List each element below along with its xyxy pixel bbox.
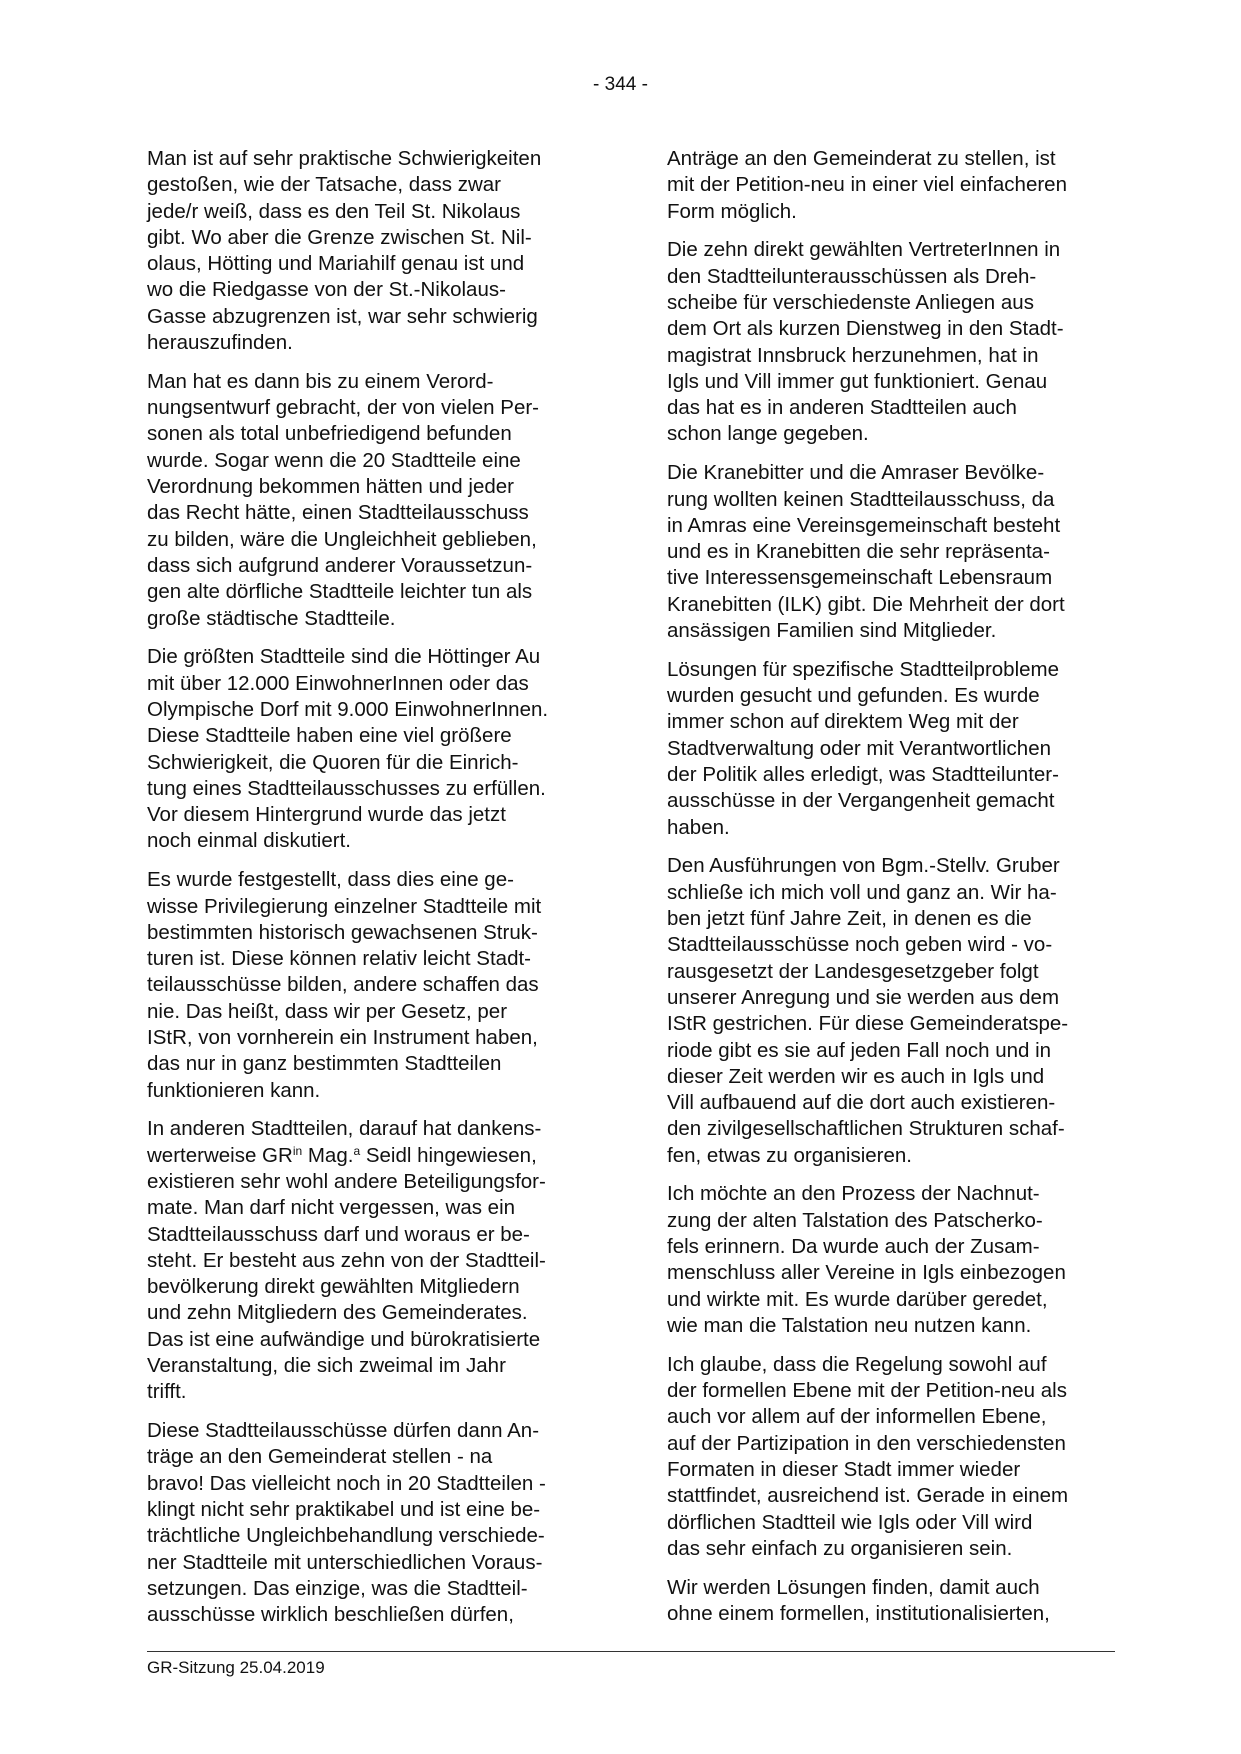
page-number: - 344 - — [593, 74, 648, 95]
paragraph: Ich möchte an den Prozess der Nachnut- zung der alten Talstation des Patscherko- fels erinnern. Da wurde auch der Zusam- menschluss aller Vereine in Igls einbezogen und wirkte mit. Es wurde darüber geredet, wie man die Talstation neu nutzen kann. — [667, 1182, 1066, 1337]
left-text-column — [147, 146, 593, 1641]
paragraph: Lösungen für spezifische Stadtteilprobleme wurden gesucht und gefunden. Es wurde immer schon auf direktem Weg mit der Stadtverwaltung oder mit Verantwortlichen der Politik alles erledigt, was Stadtteilunter- ausschüsse in der Vergangenheit gemacht haben. — [667, 657, 1060, 839]
paragraph: Die Kranebitter und die Amraser Bevölke- rung wollten keinen Stadtteilausschuss, da in Amras eine Vereinsgemeinschaft besteht und es in Kranebitten die sehr repräsenta- tive Interessensgemeinschaft Lebensraum Kranebitten (ILK) gibt. Die Mehrheit der dort ansässigen Familien sind Mitglieder. — [667, 461, 1065, 643]
paragraph: Es wurde festgestellt, dass dies eine ge- wisse Privilegierung einzelner Stadtteile mit bestimmten historisch gewachsenen Struk- turen ist. Diese können relativ leicht Stadt- teilausschüsse bilden, andere schaffen das nie. Das heißt, dass wir per Gesetz, per IStR, von vornherein ein Instrument haben, das nur in ganz bestimmten Stadtteilen funktionieren kann. — [147, 868, 542, 1102]
paragraph: Den Ausführungen von Bgm.-Stellv. Gruber schließe ich mich voll und ganz an. Wir ha- ben jetzt fünf Jahre Zeit, in denen es die Stadtteilausschüsse noch geben wird - vo- rausgesetzt der Landesgesetzgeber folgt unserer Anregung und sie werden aus dem IStR gestrichen. Für diese Gemeinderatspe- riode gibt es sie auf jeden Fall noch und in dieser Zeit werden wir es auch in Igls und Vill aufbauend auf die dort auch existieren- den zivilgesellschaftlichen Strukturen schaf- fen, etwas zu organisieren. — [667, 854, 1069, 1167]
footer-session-date: GR-Sitzung 25.04.2019 — [147, 1658, 325, 1677]
paragraph: Wir werden Lösungen finden, damit auch ohne einem formellen, institutionalisierten, — [667, 1575, 1050, 1625]
right-text-column — [667, 146, 1113, 1640]
footer-divider — [147, 1651, 1115, 1652]
paragraph: Anträge an den Gemeinderat zu stellen, ist mit der Petition-neu in einer viel einfacheren Form möglich. — [667, 147, 1067, 223]
paragraph: Ich glaube, dass die Regelung sowohl auf der formellen Ebene mit der Petition-neu als auch vor allem auf der informellen Ebene, auf der Partizipation in den verschiedensten Formaten in dieser Stadt immer wieder stattfindet, ausreichend ist. Gerade in einem dörflichen Stadtteil wie Igls oder Vill wird das sehr einfach zu organisieren sein. — [667, 1352, 1069, 1560]
paragraph: In anderen Stadtteilen, darauf hat dankens- werterweise $GR^{in}$ Mag.$^a$ Seidl hingewiesen, existieren sehr wohl andere Beteiligungsfor- mate. Man darf nicht vergessen, was ein Stadtteilausschuss darf und woraus er be- steht. Er besteht aus zehn von der Stadtteil- bevölkerung direkt gewählten Mitgliedern und zehn Mitgliedern des Gemeinderates. Das ist eine aufwändige und bürokratisierte Veranstaltung, die sich zweimal im Jahr trifft. — [147, 1117, 546, 1404]
paragraph: Man hat es dann bis zu einem Verord- nungsentwurf gebracht, der von vielen Per- sonen als total unbefriedigend befunden wurde. Sogar wenn die 20 Stadtteile eine Verordnung bekommen hätten und jeder das Recht hätte, einen Stadtteilausschuss zu bilden, wäre die Ungleichheit geblieben, dass sich aufgrund anderer Voraussetzun- gen alte dörfliche Stadtteile leichter tun als große städtische Stadtteile. — [147, 369, 540, 630]
paragraph: Diese Stadtteilausschüsse dürfen dann An- träge an den Gemeinderat stellen - na bravo! Das vielleicht noch in 20 Stadtteilen - klingt nicht sehr praktikabel und ist eine be- trächtliche Ungleichbehandlung verschiede- ner Stadtteile mit unterschiedlichen Voraus- setzungen. Das einzige, was die Stadtteil- ausschüsse wirklich beschließen dürfen, — [147, 1419, 546, 1627]
paragraph: Die zehn direkt gewählten VertreterInnen in den Stadtteilunterausschüssen als Dreh- scheibe für verschiedenste Anliegen aus dem Ort als kurzen Dienstweg in den Stadt- magistrat Innsbruck herzunehmen, hat in Igls und Vill immer gut funktioniert. Genau das hat es in anderen Stadtteilen auch schon lange gegeben. — [667, 238, 1064, 446]
paragraph: Die größten Stadtteile sind die Höttinger Au mit über 12.000 EinwohnerInnen oder das Olympische Dorf mit 9.000 EinwohnerInnen. Diese Stadtteile haben eine viel größere Schwierigkeit, die Quoren für die Einrich- tung eines Stadtteilausschusses zu erfüllen. Vor diesem Hintergrund wurde das jetzt noch einmal diskutiert. — [147, 645, 549, 853]
paragraph: Man ist auf sehr praktische Schwierigkeiten gestoßen, wie der Tatsache, dass zwar jede/r weiß, dass es den Teil St. Nikolaus gibt. Wo aber die Grenze zwischen St. Nil- olaus, Hötting und Mariahilf genau ist und wo die Riedgasse von der St.-Nikolaus- Gasse abzugrenzen ist, war sehr schwierig herauszufinden. — [147, 147, 542, 355]
